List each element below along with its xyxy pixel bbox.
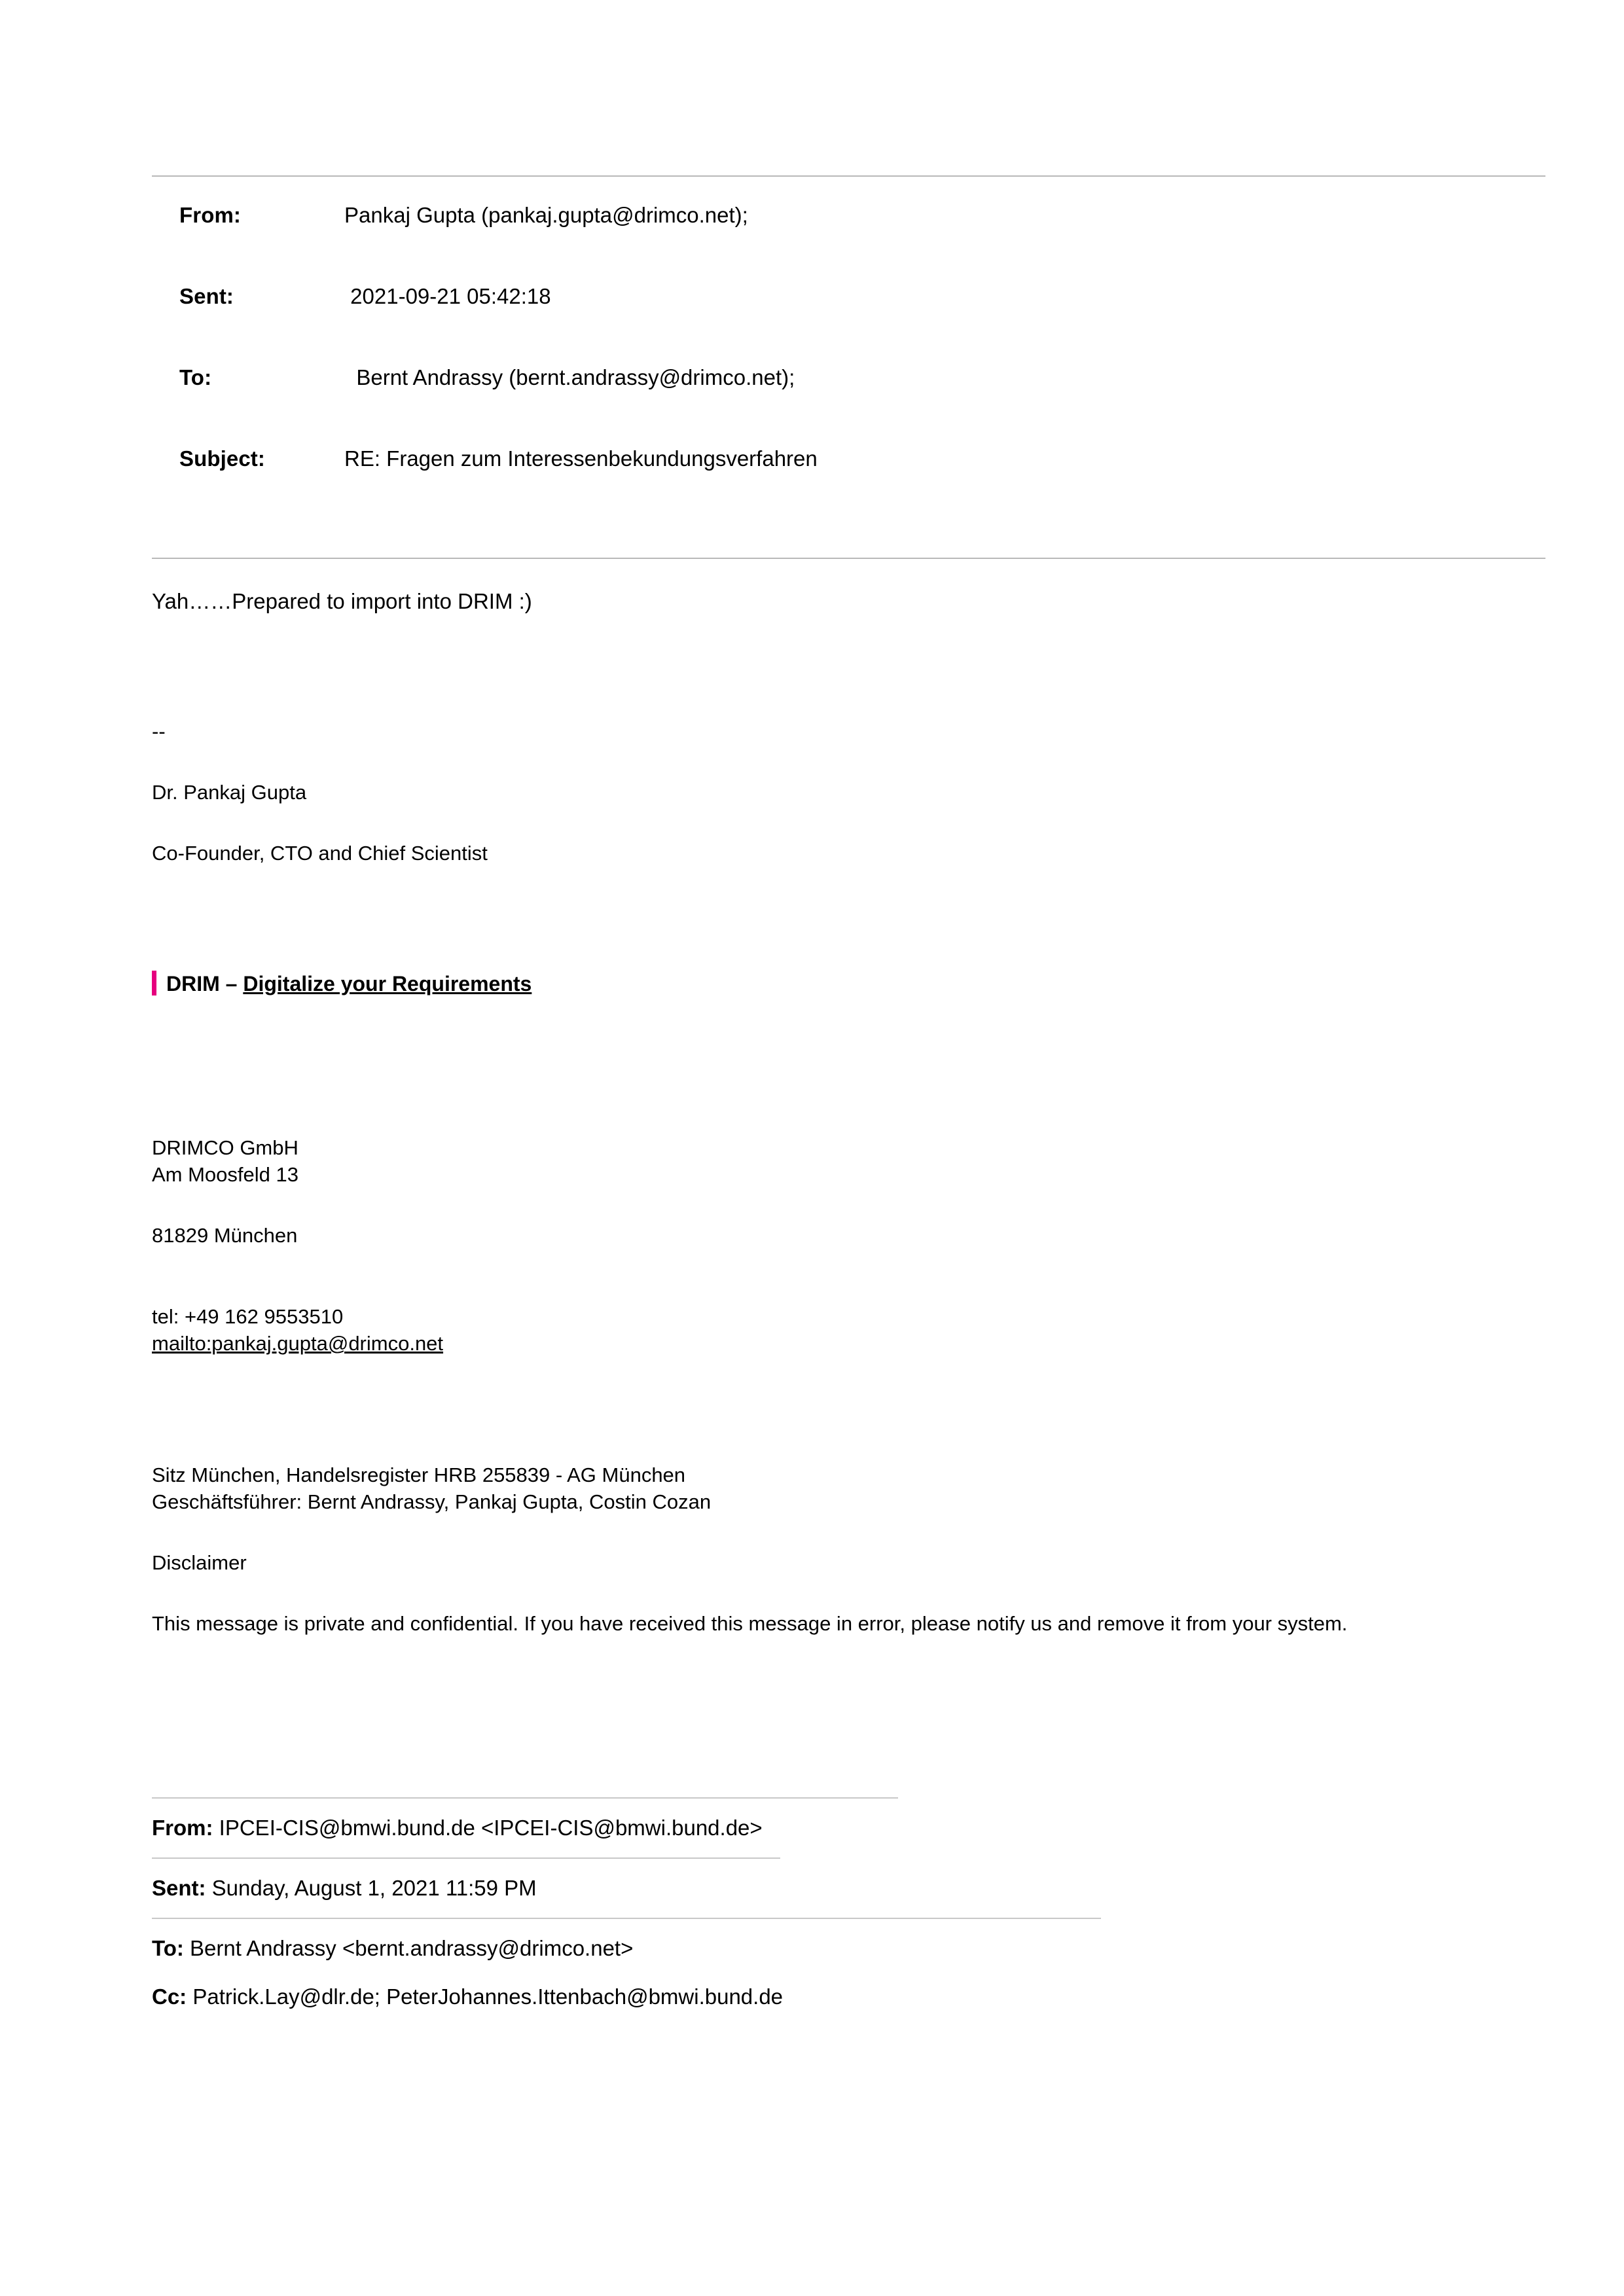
header-row-to [152, 365, 1545, 446]
spacer [152, 996, 1545, 1101]
spacer [152, 1516, 1545, 1550]
company-registry: Sitz München, Handelsregister HRB 255839 - AG München [152, 1463, 686, 1487]
mailto-link-text[interactable]: mailto:pankaj.gupta@drimco.net [152, 1332, 444, 1355]
quoted-row-from [152, 1799, 1545, 1857]
quoted-value-to: Bernt Andrassy <bernt.andrassy@drimco.net> [183, 1935, 634, 1960]
quoted-row-cc [152, 1978, 1545, 2026]
header-row-subject [152, 446, 1545, 528]
spacer [152, 1249, 1545, 1304]
brand-prefix: DRIM – [166, 971, 244, 996]
spacer [152, 1101, 1545, 1135]
spacer [152, 1577, 1545, 1611]
company-name: DRIMCO GmbH [152, 1136, 298, 1159]
company-city: 81829 München [152, 1223, 298, 1247]
spacer [152, 614, 1545, 719]
company-mailto-link[interactable] [152, 1331, 1545, 1357]
email-header [152, 203, 1545, 528]
header-value-from: Pankaj Gupta (pankaj.gupta@drimco.net); [344, 203, 748, 227]
quoted-label-from: From: [152, 1815, 213, 1840]
quoted-label-to: To: [152, 1935, 184, 1960]
spacer [152, 806, 1545, 840]
company-tel: tel: +49 162 9553510 [152, 1305, 344, 1329]
signature-name: Dr. Pankaj Gupta [152, 780, 307, 804]
spacer [152, 1638, 1545, 1742]
header-label-to: To: [179, 365, 212, 389]
spacer [152, 1742, 1545, 1797]
brand-tagline: Digitalize your Requirements [243, 971, 532, 996]
header-label-sent: Sent: [179, 284, 234, 308]
brand-line [152, 972, 1545, 996]
quoted-value-from: IPCEI-CIS@bmwi.bund.de <IPCEI-CIS@bmwi.bund.de> [213, 1815, 763, 1840]
header-value-subject: RE: Fragen zum Interessenbekundungsverfahren [344, 446, 818, 471]
quoted-label-sent: Sent: [152, 1875, 206, 1900]
body-opening-line: Yah……Prepared to import into DRIM :) [152, 589, 532, 613]
quoted-value-sent: Sunday, August 1, 2021 11:59 PM [206, 1875, 537, 1900]
quoted-message-header [152, 1797, 1545, 2026]
quoted-row-sent [152, 1859, 1545, 1918]
quoted-value-cc: Patrick.Lay@dlr.de; PeterJohannes.Ittenbach@bmwi.bund.de [187, 1984, 784, 2009]
signature-dashes: -- [152, 720, 166, 743]
disclaimer-text: This message is private and confidential. If you have received this message in error, please notify us and remove it from your system. [152, 1611, 1348, 1635]
quoted-row-to [152, 1919, 1545, 1978]
email-body [152, 589, 1545, 2026]
header-label-from: From: [179, 203, 241, 227]
header-value-to: Bernt Andrassy (bernt.andrassy@drimco.net); [344, 365, 795, 389]
spacer [152, 1357, 1545, 1462]
header-row-from [152, 203, 1545, 284]
header-row-sent [152, 284, 1545, 365]
header-value-sent: 2021-09-21 05:42:18 [344, 284, 551, 308]
signature-title: Co-Founder, CTO and Chief Scientist [152, 841, 488, 865]
header-divider-top [152, 175, 1545, 177]
quoted-label-cc: Cc: [152, 1984, 187, 2009]
company-street: Am Moosfeld 13 [152, 1162, 298, 1186]
company-management: Geschäftsführer: Bernt Andrassy, Pankaj Gupta, Costin Cozan [152, 1490, 712, 1514]
spacer [152, 745, 1545, 780]
header-divider-bottom [152, 558, 1545, 559]
spacer [152, 1189, 1545, 1223]
disclaimer-title: Disclaimer [152, 1551, 247, 1575]
header-label-subject: Subject: [179, 446, 265, 471]
spacer [152, 867, 1545, 972]
